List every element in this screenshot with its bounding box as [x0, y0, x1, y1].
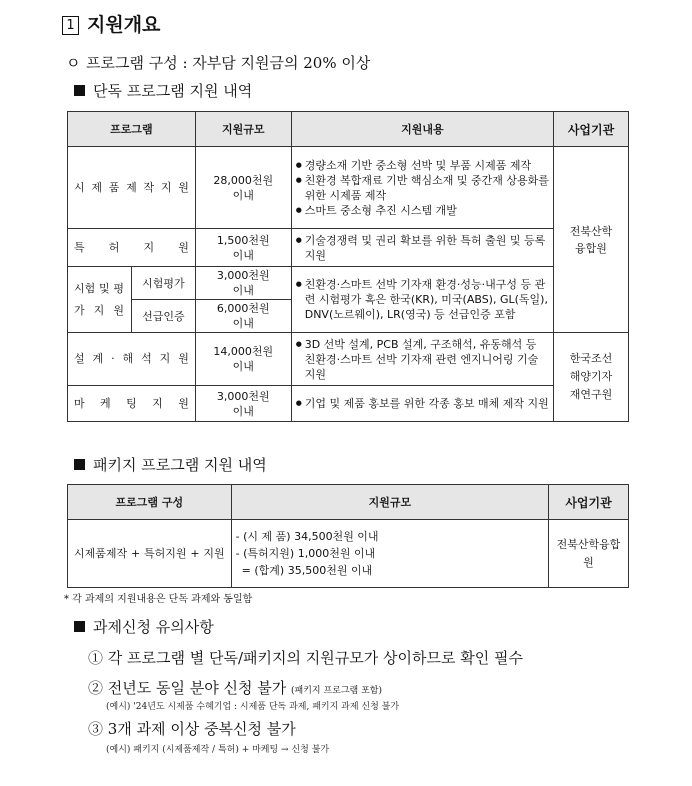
square-bullet-icon	[74, 85, 85, 96]
support-scale: 6,000천원 이내	[216, 302, 270, 330]
header-content: 지원내용	[291, 112, 553, 147]
support-scale: 14,000천원 이내	[213, 345, 274, 373]
program-name: 마 케 팅 지 원	[74, 396, 189, 410]
package-section-title-text: 패키지 프로그램 지원 내역	[93, 456, 267, 474]
support-content	[295, 337, 550, 382]
content-item: ● 기술경쟁력 및 권리 확보를 위한 특허 출원 및 등록 지원	[305, 233, 550, 263]
support-content	[295, 233, 550, 263]
table-row	[68, 386, 629, 422]
table-row	[68, 229, 629, 267]
caution-item-1: ① 각 프로그램 별 단독/패키지의 지원규모가 상이하므로 확인 필수	[88, 649, 523, 667]
support-content	[295, 396, 550, 411]
package-scale-line: - (시 제 품) 34,500천원 이내	[235, 530, 379, 543]
single-program-table	[67, 111, 629, 422]
organization: 한국조선해양기자재연구원	[569, 352, 613, 401]
single-section-title-text: 단독 프로그램 지원 내역	[93, 82, 253, 100]
header-composition: 프로그램 구성	[68, 485, 232, 520]
support-content	[295, 158, 550, 218]
program-composition	[66, 52, 370, 73]
sub-program: 선급인증	[131, 300, 195, 333]
caution-item-3-example: (예시) 패키지 (시제품제작 / 특허) + 마케팅 → 신청 불가	[106, 745, 330, 755]
support-scale: 3,000천원 이내	[216, 389, 270, 418]
package-section-title	[74, 454, 267, 475]
caution-item-2-example: (예시) '24년도 시제품 수혜기업 : 시제품 단독 과제, 패키지 과제 신청 불가	[106, 702, 400, 712]
section-number: 1	[62, 16, 79, 35]
square-bullet-icon	[74, 621, 85, 632]
caution-item-2-text: ② 전년도 동일 분야 신청 불가	[88, 679, 287, 697]
table-row	[68, 520, 629, 588]
content-item: ● 친환경·스마트 선박 기자재 환경·성능·내구성 등 관련 시험평가 혹은 한국(KR), 미국(ABS), GL(독일), DNV(노르웨이), LR(영국) 등 선급인증 포함	[305, 277, 550, 322]
package-scale-line: - (특허지원) 1,000천원 이내	[235, 547, 376, 560]
program-name: 설 계 · 해 석 지 원	[74, 352, 189, 365]
table-row	[68, 333, 629, 386]
content-item: ● 3D 선박 설계, PCB 설계, 구조해석, 유동해석 등 친환경·스마트 선박 기자재 관련 엔지니어링 기술 지원	[305, 337, 550, 382]
table-row	[68, 147, 629, 229]
single-section-title	[74, 80, 252, 101]
content-item: ● 스마트 중소형 추진 시스템 개발	[305, 203, 550, 218]
package-composition: 시제품제작 + 특허지원 + 지원	[74, 547, 225, 560]
program-name: 특 허 지 원	[74, 240, 189, 254]
title-text: 지원개요	[87, 14, 161, 36]
content-item: ● 기업 및 제품 홍보를 위한 각종 홍보 매체 제작 지원	[305, 396, 550, 411]
program-name: 시험 및 평 가 지 원	[74, 281, 124, 317]
page-title	[62, 10, 160, 37]
table-row	[68, 267, 629, 300]
footnote: * 각 과제의 지원내용은 단독 과제와 동일함	[64, 594, 253, 605]
sub-program: 시험평가	[131, 267, 195, 300]
header-org: 사업기관	[549, 485, 629, 520]
composition-text: 프로그램 구성 : 자부담 지원금의 20% 이상	[86, 54, 371, 72]
header-scale: 지원규모	[231, 485, 548, 520]
content-item: ● 경량소재 기반 중소형 선박 및 부품 시제품 제작	[305, 158, 550, 173]
package-total-line: = (합계) 35,500천원 이내	[241, 564, 373, 577]
square-bullet-icon	[74, 459, 85, 470]
organization: 전북산학융합원	[569, 224, 613, 255]
content-item: ● 친환경 복합재료 기반 핵심소재 및 중간재 상용화를 위한 시제품 제작	[305, 173, 550, 203]
support-scale: 3,000천원 이내	[216, 269, 270, 297]
support-scale: 1,500천원 이내	[216, 233, 270, 262]
header-org: 사업기관	[554, 112, 629, 147]
header-scale: 지원규모	[195, 112, 291, 147]
caution-item-3: ③ 3개 과제 이상 중복신청 불가	[88, 720, 296, 738]
caution-section-title-text: 과제신청 유의사항	[93, 618, 214, 636]
support-content	[295, 277, 550, 322]
package-program-table	[67, 484, 629, 588]
support-scale: 28,000천원 이내	[213, 173, 274, 202]
header-program: 프로그램	[68, 112, 196, 147]
caution-section-title	[74, 616, 214, 637]
organization: 전북산학융합원	[556, 537, 621, 569]
caution-item-2-paren: (패키지 프로그램 포함)	[291, 686, 383, 696]
bullet-marker: ㅇ	[66, 54, 81, 72]
program-name: 시 제 품 제 작 지 원	[74, 180, 189, 194]
caution-item-2	[88, 677, 382, 698]
